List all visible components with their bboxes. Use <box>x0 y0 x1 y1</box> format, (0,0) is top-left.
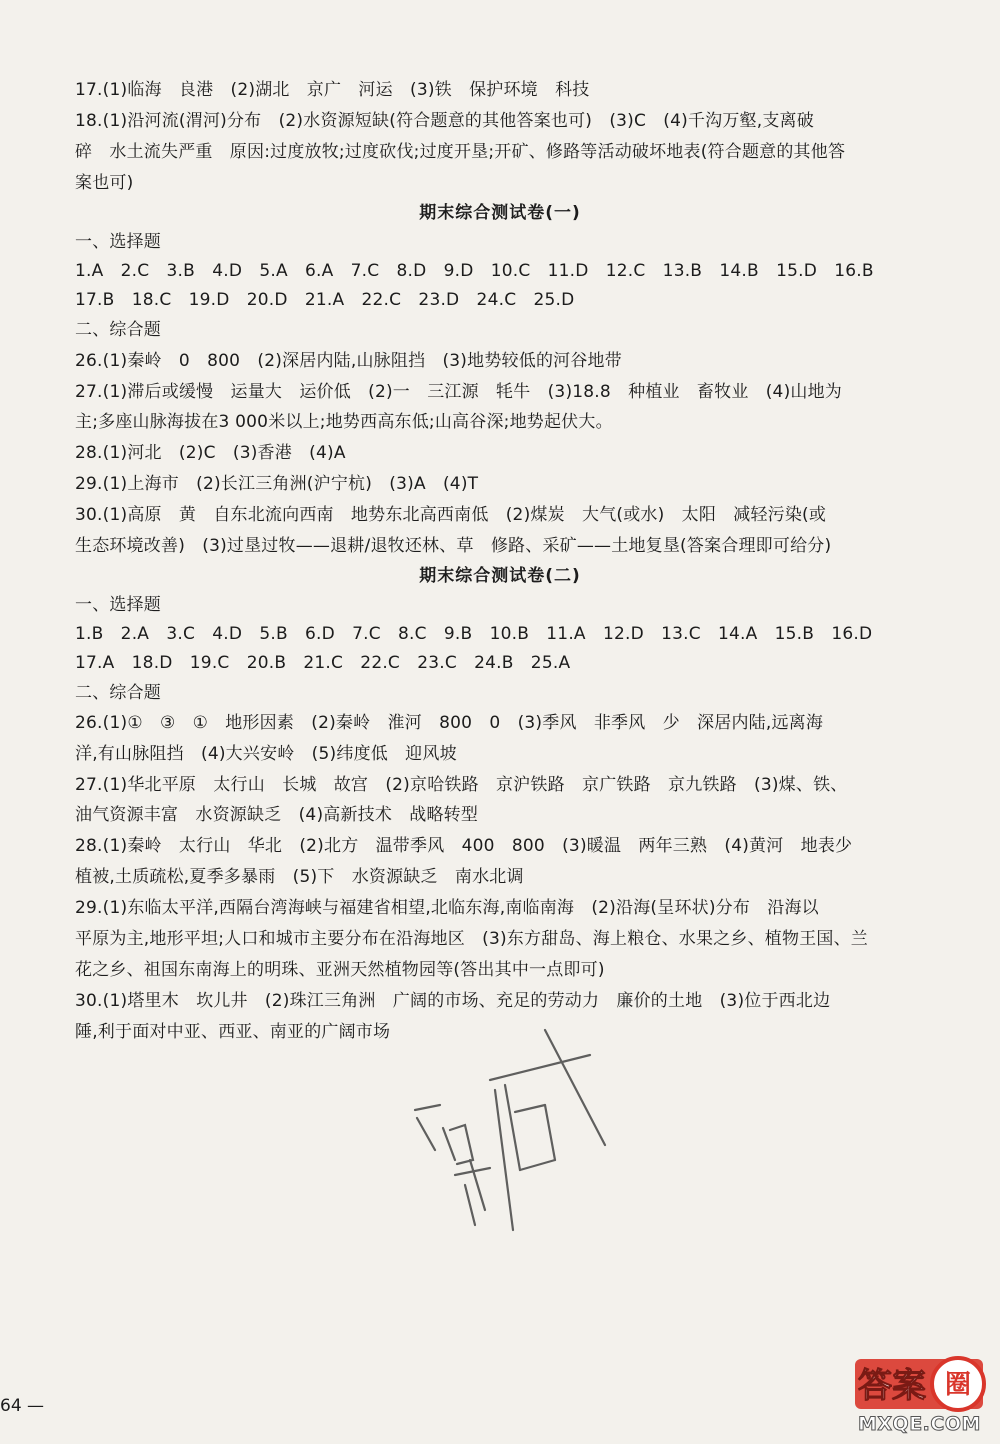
answer-line: 陲,利于面对中亚、西亚、南亚的广阔市场 <box>75 1022 391 1042</box>
section-title-exam-2: 期末综合测试卷(二) <box>419 566 581 586</box>
answer-line: 27.(1)滞后或缓慢 运量大 运价低 (2)一 三江源 牦牛 (3)18.8 种植业 畜牧业 (4)山地为 <box>75 382 843 402</box>
section-heading: 一、选择题 <box>75 595 161 615</box>
section-title-exam-1: 期末综合测试卷(一) <box>419 203 581 223</box>
answer-line: 27.(1)华北平原 太行山 长城 故宫 (2)京哈铁路 京沪铁路 京广铁路 京九铁路 (3)煤、铁、 <box>75 775 848 795</box>
answer-line: 29.(1)东临太平洋,西隔台湾海峡与福建省相望,北临东海,南临南海 (2)沿海(呈环状)分布 沿海以 <box>75 898 819 918</box>
answer-line: 18.(1)沿河流(渭河)分布 (2)水资源短缺(符合题意的其他答案也可) (3)C (4)千沟万壑,支离破 <box>75 111 814 131</box>
answer-line: 28.(1)秦岭 太行山 华北 (2)北方 温带季风 400 800 (3)暖温 两年三熟 (4)黄河 地表少 <box>75 836 853 856</box>
svg-text:圈: 圈 <box>944 1370 972 1400</box>
section-heading: 二、综合题 <box>75 320 161 340</box>
answer-line: 30.(1)塔里木 坎儿井 (2)珠江三角洲 广阔的市场、充足的劳动力 廉价的土地 (3)位于西北边 <box>75 991 831 1011</box>
answer-line: 17.(1)临海 良港 (2)湖北 京广 河运 (3)铁 保护环境 科技 <box>75 80 590 100</box>
page-number: 64 — <box>0 1396 45 1416</box>
answer-line: 1.A 2.C 3.B 4.D 5.A 6.A 7.C 8.D 9.D 10.C 11.D 12.C 13.B 14.B 15.D 16.B <box>75 261 874 281</box>
answer-line: 30.(1)高原 黄 自东北流向西南 地势东北高西南低 (2)煤炭 大气(或水) 太阳 减轻污染(或 <box>75 505 827 525</box>
answer-line: 26.(1)① ③ ① 地形因素 (2)秦岭 淮河 800 0 (3)季风 非季风 少 深居内陆,远离海 <box>75 713 824 733</box>
watermark-url: MXQE.COM <box>858 1413 981 1435</box>
answer-line: 平原为主,地形平坦;人口和城市主要分布在沿海地区 (3)东方甜岛、海上粮仓、水果之乡、植物王国、兰 <box>75 929 869 949</box>
answer-line: 植被,土质疏松,夏季多暴雨 (5)下 水资源缺乏 南水北调 <box>75 867 524 887</box>
answer-line: 碎 水土流失严重 原因:过度放牧;过度砍伐;过度开垦;开矿、修路等活动破坏地表(符合题意的其他答 <box>75 142 846 162</box>
stamp-mark <box>395 1010 645 1240</box>
answer-line: 案也可) <box>75 173 134 193</box>
answer-line: 29.(1)上海市 (2)长江三角洲(沪宁杭) (3)A (4)T <box>75 474 479 494</box>
answer-line: 花之乡、祖国东南海上的明珠、亚洲天然植物园等(答出其中一点即可) <box>75 960 605 980</box>
answer-line: 17.A 18.D 19.C 20.B 21.C 22.C 23.C 24.B 25.A <box>75 653 571 673</box>
answer-line: 油气资源丰富 水资源缺乏 (4)高新技术 战略转型 <box>75 805 479 825</box>
section-heading: 二、综合题 <box>75 683 161 703</box>
answer-line: 17.B 18.C 19.D 20.D 21.A 22.C 23.D 24.C 25.D <box>75 290 575 310</box>
answer-line: 26.(1)秦岭 0 800 (2)深居内陆,山脉阻挡 (3)地势较低的河谷地带 <box>75 351 622 371</box>
answer-line: 1.B 2.A 3.C 4.D 5.B 6.D 7.C 8.C 9.B 10.B 11.A 12.D 13.C 14.A 15.B 16.D <box>75 624 873 644</box>
section-heading: 一、选择题 <box>75 232 161 252</box>
svg-text:答案: 答案 <box>858 1366 926 1406</box>
answer-line: 28.(1)河北 (2)C (3)香港 (4)A <box>75 443 346 463</box>
answer-line: 主;多座山脉海拔在3 000米以上;地势西高东低;山高谷深;地势起伏大。 <box>75 412 613 432</box>
answer-line: 洋,有山脉阻挡 (4)大兴安岭 (5)纬度低 迎风坡 <box>75 744 457 764</box>
answer-line: 生态环境改善) (3)过垦过牧——退耕/退牧还林、草 修路、采矿——土地复垦(答案合理即可给分) <box>75 536 832 556</box>
